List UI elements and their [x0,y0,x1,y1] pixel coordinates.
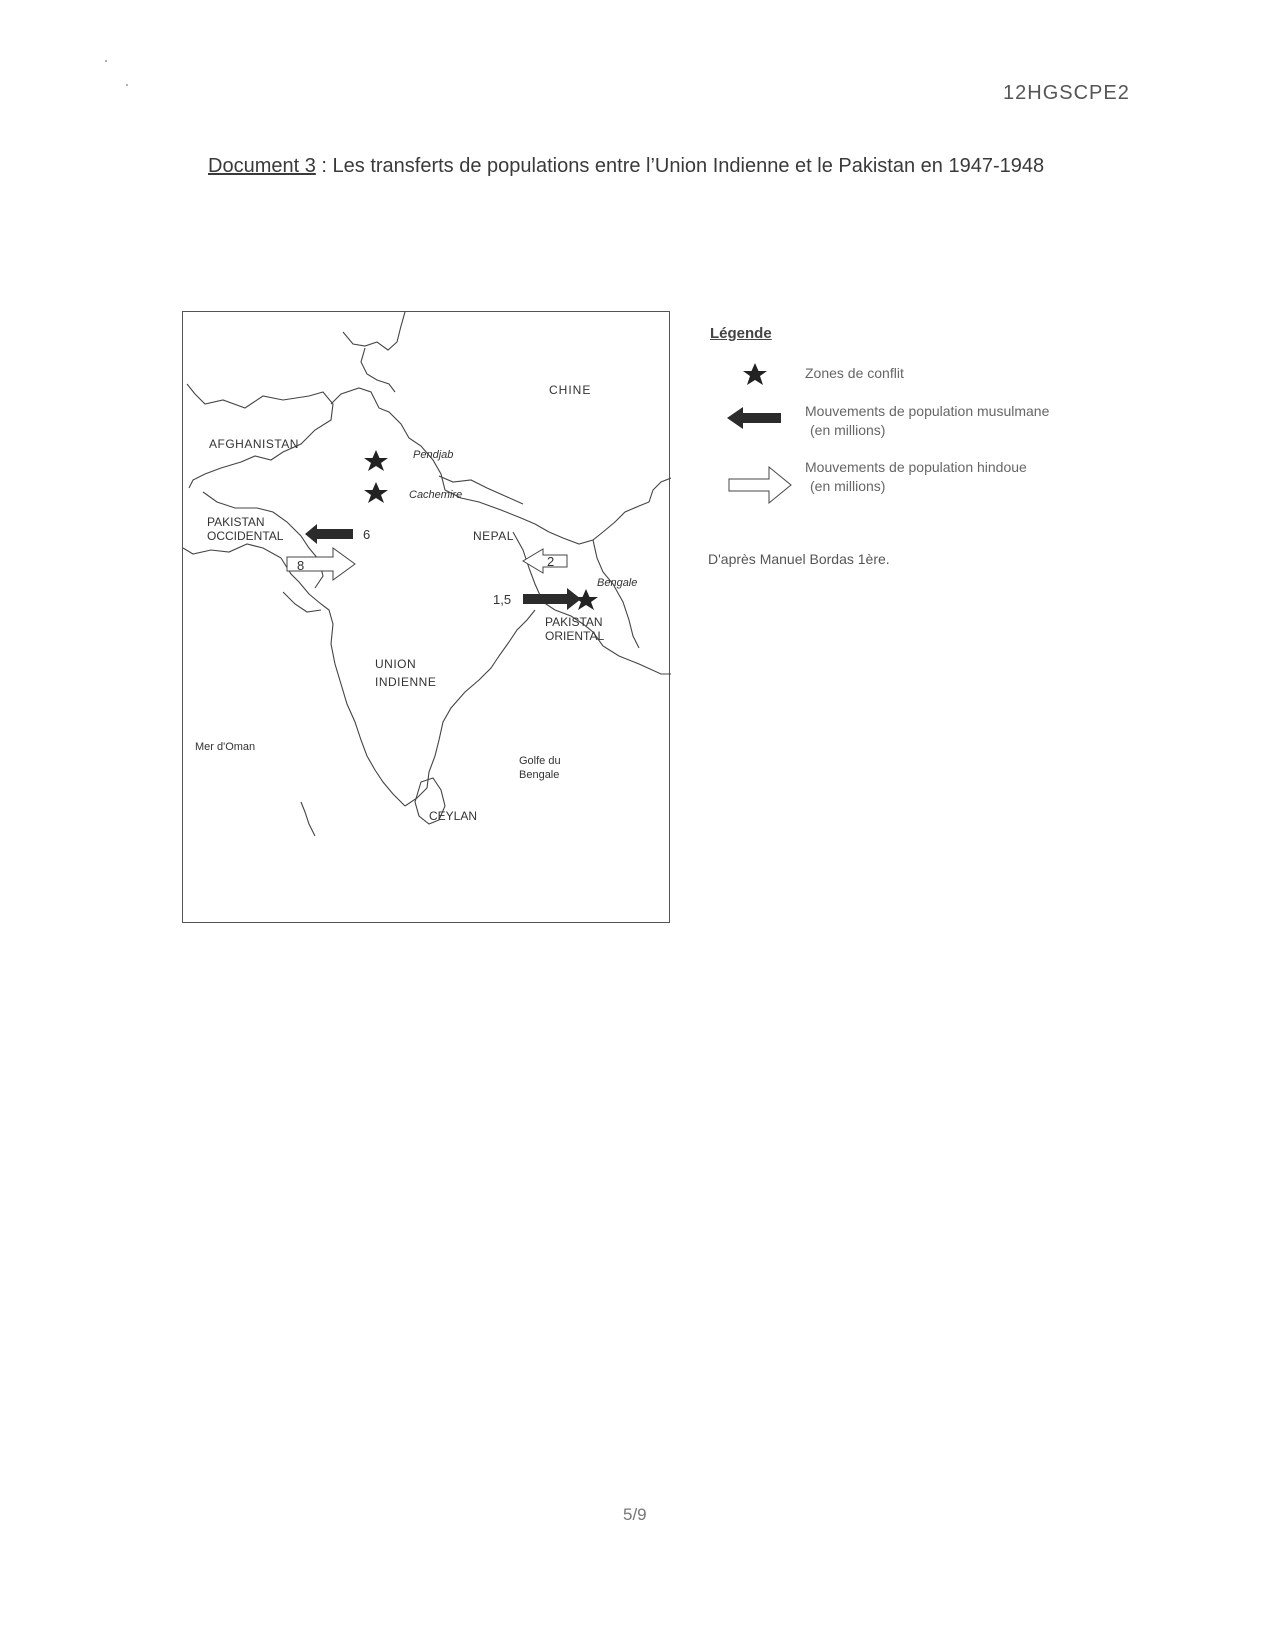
coast-sindh [183,544,281,558]
legend-label-hindu-unit: (en millions) [810,478,886,494]
label-afghanistan: AFGHANISTAN [209,437,299,451]
label-flow-west-hindu: 8 [297,558,305,573]
west-muslim-arrow [305,524,353,544]
label-chine: CHINE [549,383,592,397]
legend-hollow-arrow-icon [727,463,795,507]
north-border [343,312,405,350]
label-pakistan-oriental-2: ORIENTAL [545,629,605,643]
legend-star-icon [735,360,775,390]
east-pakistan-north-border [549,532,603,544]
label-bengale: Bengale [597,577,638,589]
label-pakistan-oriental-1: PAKISTAN [545,615,603,629]
label-nepal: NEPAL [473,529,514,543]
label-flow-east-muslim: 1,5 [493,592,512,607]
label-cachemire: Cachemire [409,489,463,501]
legend-label-muslim: Mouvements de population musulmane [805,403,1050,419]
label-golfe-2: Bengale [519,769,560,781]
document-title [208,152,1068,180]
document-title-text: : Les transferts de populations entre l’Union Indienne et le Pakistan en 1947-1948 [315,155,1045,177]
kashmir-north-border [361,348,395,392]
label-union-1: UNION [375,657,417,671]
document-label: Document 3 [208,155,316,177]
scan-speck [126,84,128,86]
india-east-coast [405,610,535,806]
page-code: 12HGSCPE2 [1003,82,1130,104]
scan-speck [105,60,107,62]
legend-label-conflict: Zones de conflit [805,365,904,381]
map-borders [183,312,671,836]
legend-title: Légende [710,325,772,342]
star-icon [364,482,388,503]
source-note: D'après Manuel Bordas 1ère. [708,551,890,567]
maldives-marks [301,802,315,836]
star-icon [364,450,388,471]
label-flow-west-muslim: 6 [363,527,371,542]
kashmir-border [331,388,445,490]
legend-label-muslim-unit: (en millions) [810,422,886,438]
page-number: 5/9 [623,1505,647,1524]
label-pendjab: Pendjab [413,449,454,461]
label-mer-oman: Mer d'Oman [195,741,256,753]
label-ceylan: CEYLAN [429,809,478,823]
south-asia-map [183,312,671,924]
east-muslim-arrow [523,588,581,610]
afghanistan-border [187,384,333,488]
map-frame [182,311,670,923]
label-union-2: INDIENNE [375,675,437,689]
label-golfe-1: Golfe du [519,755,561,767]
legend-label-hindu: Mouvements de population hindoue [805,459,1027,475]
label-pakistan-occidental-2: OCCIDENTAL [207,529,284,543]
legend-dark-arrow-icon [725,405,785,431]
label-flow-east-hindu: 2 [547,554,555,569]
assam-border [603,478,671,532]
gujarat-coast [283,592,321,612]
label-pakistan-occidental-1: PAKISTAN [207,515,265,529]
